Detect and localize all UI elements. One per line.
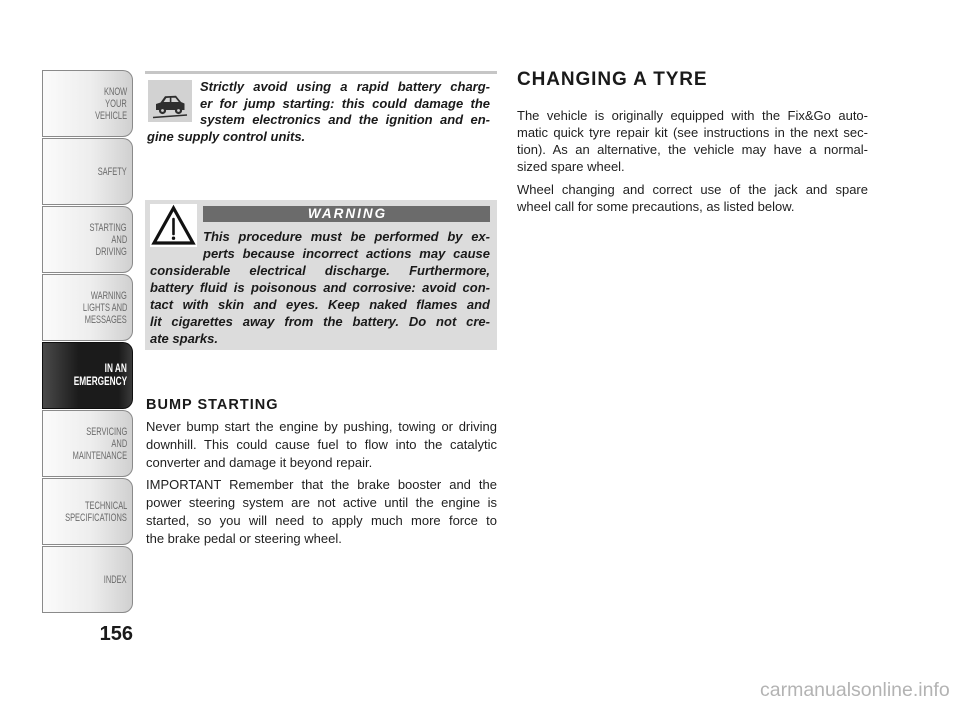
tab-label <box>27 411 127 476</box>
warning-line: tact with skin and eyes. Keep naked flames and <box>150 297 490 312</box>
tab-label-line: MESSAGES <box>85 313 127 326</box>
tab-label-line: DRIVING <box>95 245 127 258</box>
note-line: er for jump starting: this could damage the <box>200 95 490 111</box>
note-line: Strictly avoid using a rapid battery charg- <box>200 79 490 94</box>
tab-label-line: LIGHTS AND <box>82 301 127 314</box>
warning-line: This procedure must be performed by ex- <box>203 229 490 244</box>
tab-know-your-vehicle[interactable] <box>42 70 133 137</box>
paragraph-line: Never bump start the engine by pushing, towing or driving <box>146 419 497 434</box>
battery-charger-note <box>147 79 490 146</box>
paragraph-line: wheel call for some precautions, as listed below. <box>517 199 795 214</box>
warning-body <box>150 228 490 347</box>
tab-label <box>27 207 127 272</box>
tab-label-line: KNOW <box>103 85 127 98</box>
tab-servicing-and-maintenance[interactable] <box>42 410 133 477</box>
tab-label <box>27 275 127 340</box>
paragraph-line: IMPORTANT Remember that the brake booster and the <box>146 477 497 492</box>
tab-label-line: TECHNICAL <box>84 499 127 512</box>
paragraph-line: downhill. This could cause fuel to flow into the catalytic <box>146 437 497 452</box>
tab-label-line: YOUR <box>105 97 127 110</box>
paragraph-line: The vehicle is originally equipped with the Fix&Go auto- <box>517 108 868 123</box>
warning-box <box>145 200 497 350</box>
warning-line: perts because incorrect actions may cause <box>203 246 490 261</box>
paragraph-line: sized spare wheel. <box>517 159 625 174</box>
tab-technical-specifications[interactable] <box>42 478 133 545</box>
tab-warning-lights-and-messages[interactable] <box>42 274 133 341</box>
section-heading-bump-starting: BUMP STARTING <box>146 397 279 413</box>
tab-label-line: SERVICING <box>85 425 127 438</box>
warning-line: battery fluid is poisonous and corrosive: avoid con- <box>150 280 490 295</box>
tab-label-line: MAINTENANCE <box>72 449 127 462</box>
paragraph <box>517 181 868 215</box>
paragraph-line: tion). As an alternative, the vehicle may have a normal- <box>517 142 868 157</box>
warning-line: lit cigarettes away from the battery. Do not cre- <box>150 314 490 329</box>
section-heading-changing-a-tyre: CHANGING A TYRE <box>517 69 708 90</box>
note-line: system electronics and the ignition and en- <box>200 112 490 128</box>
tab-label <box>27 547 127 612</box>
tab-label-line: AND <box>111 437 127 450</box>
site-watermark: carmanualsonline.info <box>760 679 950 701</box>
tab-label-line: WARNING <box>91 289 127 302</box>
paragraph-line: Wheel changing and correct use of the jack and spare <box>517 182 868 197</box>
chapter-tabs <box>42 70 133 614</box>
tab-in-an-emergency[interactable] <box>42 342 133 409</box>
paragraph <box>146 476 497 548</box>
tab-label-line: STARTING <box>89 221 127 234</box>
page-number: 156 <box>99 623 133 645</box>
tab-label <box>27 71 127 136</box>
tab-label <box>27 479 127 544</box>
warning-line: ate sparks. <box>150 331 218 346</box>
warning-line: considerable electrical discharge. Furthermore, <box>150 263 490 278</box>
paragraph-line: the brake pedal or steering wheel. <box>146 531 342 546</box>
section-divider <box>145 71 497 74</box>
paragraph-line: matic quick tyre repair kit (see instructions in the next sec- <box>517 125 868 140</box>
warning-title: WARNING <box>307 206 388 221</box>
warning-header <box>203 206 490 222</box>
tab-starting-and-driving[interactable] <box>42 206 133 273</box>
note-line: gine supply control units. <box>147 129 306 145</box>
tab-label-line: IN AN <box>104 362 127 375</box>
paragraph-line: power steering system are not active until the engine is <box>146 495 497 510</box>
tab-label <box>27 139 127 204</box>
tab-label-line: AND <box>111 233 127 246</box>
tab-safety[interactable] <box>42 138 133 205</box>
paragraph <box>517 107 868 175</box>
tab-label-line: VEHICLE <box>94 109 127 122</box>
paragraph <box>146 418 497 472</box>
tab-label-line: SPECIFICATIONS <box>65 511 127 524</box>
tab-label-line: EMERGENCY <box>73 375 127 388</box>
tab-label <box>27 343 127 408</box>
paragraph-line: started, so you will need to apply much more force to <box>146 513 497 528</box>
tab-label-line: INDEX <box>104 573 127 586</box>
paragraph-line: converter and damage it beyond repair. <box>146 455 373 470</box>
tab-label-line: SAFETY <box>97 165 127 178</box>
tab-index[interactable] <box>42 546 133 613</box>
